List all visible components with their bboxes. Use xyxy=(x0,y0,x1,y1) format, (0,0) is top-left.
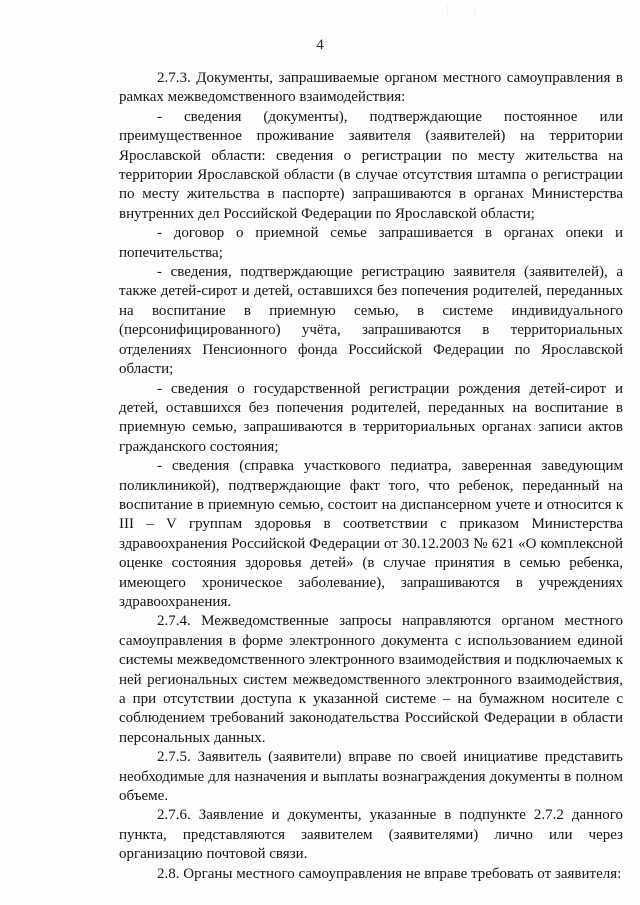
paragraph-2-7-5: 2.7.5. Заявитель (заявители) вправе по своей инициативе представить необходимые для назначения и выплаты вознаграждения документы в полном объеме. xyxy=(119,749,623,805)
page-number: 4 xyxy=(316,37,324,53)
scan-artifact xyxy=(447,4,475,18)
paragraph-2-7-4: 2.7.4. Межведомственные запросы направляются органом местного самоуправления в форме электронного документа с использованием единой системы межведомственного электронного взаимодействия и подключаемых к ней региональных систем межведомственного электронного взаимодействия, а при отсутствии доступа к указанной системе – на бумажном носителе с соблюдением требований законодательства Российской Федерации в области персональных данных. xyxy=(119,613,623,746)
paragraph-residence-info: - сведения (документы), подтверждающие постоянное или преимущественное проживание заявителя (заявителей) на территории Ярославской области: сведения о регистрации по месту жительства на территории Ярославской области (в случае отсутствия штампа о регистрации по месту жительства в паспорте) запрашиваются в органах Министерства внутренних дел Российской Федерации по Ярославской области; xyxy=(119,108,623,222)
document-body xyxy=(119,69,623,884)
paragraph-birth-registration: - сведения о государственной регистрации рождения детей-сирот и детей, оставшихся без попечения родителей, переданных на воспитание в приемную семью, запрашиваются в территориальных органах записи актов гражданского состояния; xyxy=(119,380,623,455)
paragraph-2-8: 2.8. Органы местного самоуправления не вправе требовать от заявителя: xyxy=(157,865,622,882)
paragraph-2-7-3: 2.7.3. Документы, запрашиваемые органом местного самоуправления в рамках межведомственного взаимодействия: xyxy=(119,70,623,106)
paragraph-foster-contract: - договор о приемной семье запрашивается в органах опеки и попечительства; xyxy=(119,225,623,261)
paragraph-pension-registration: - сведения, подтверждающие регистрацию заявителя (заявителей), а также детей-сирот и детей, оставшихся без попечения родителей, переданных на воспитание в приемную семью, в системе индивидуального (персонифицированного) учёта, запрашиваются в территориальных отделениях Пенсионного фонда Российской Федерации по Ярославской области; xyxy=(119,264,623,378)
paragraph-2-7-6: 2.7.6. Заявление и документы, указанные в подпункте 2.7.2 данного пункта, представляются заявителем (заявителями) лично или через организацию почтовой связи. xyxy=(119,807,623,863)
paragraph-pediatrician-certificate: - сведения (справка участкового педиатра, заверенная заведующим поликлиникой), подтверждающие факт того, что ребенок, переданный на воспитание в приемную семью, состоит на диспансерном учете и относится к III – V группам здоровья в соответствии с приказом Министерства здравоохранения Российской Федерации от 30.12.2003 № 621 «О комплексной оценке состояния здоровья детей» (в случае принятия в семью ребенка, имеющего хроническое заболевание), запрашиваются в учреждениях здравоохранения. xyxy=(119,458,623,610)
